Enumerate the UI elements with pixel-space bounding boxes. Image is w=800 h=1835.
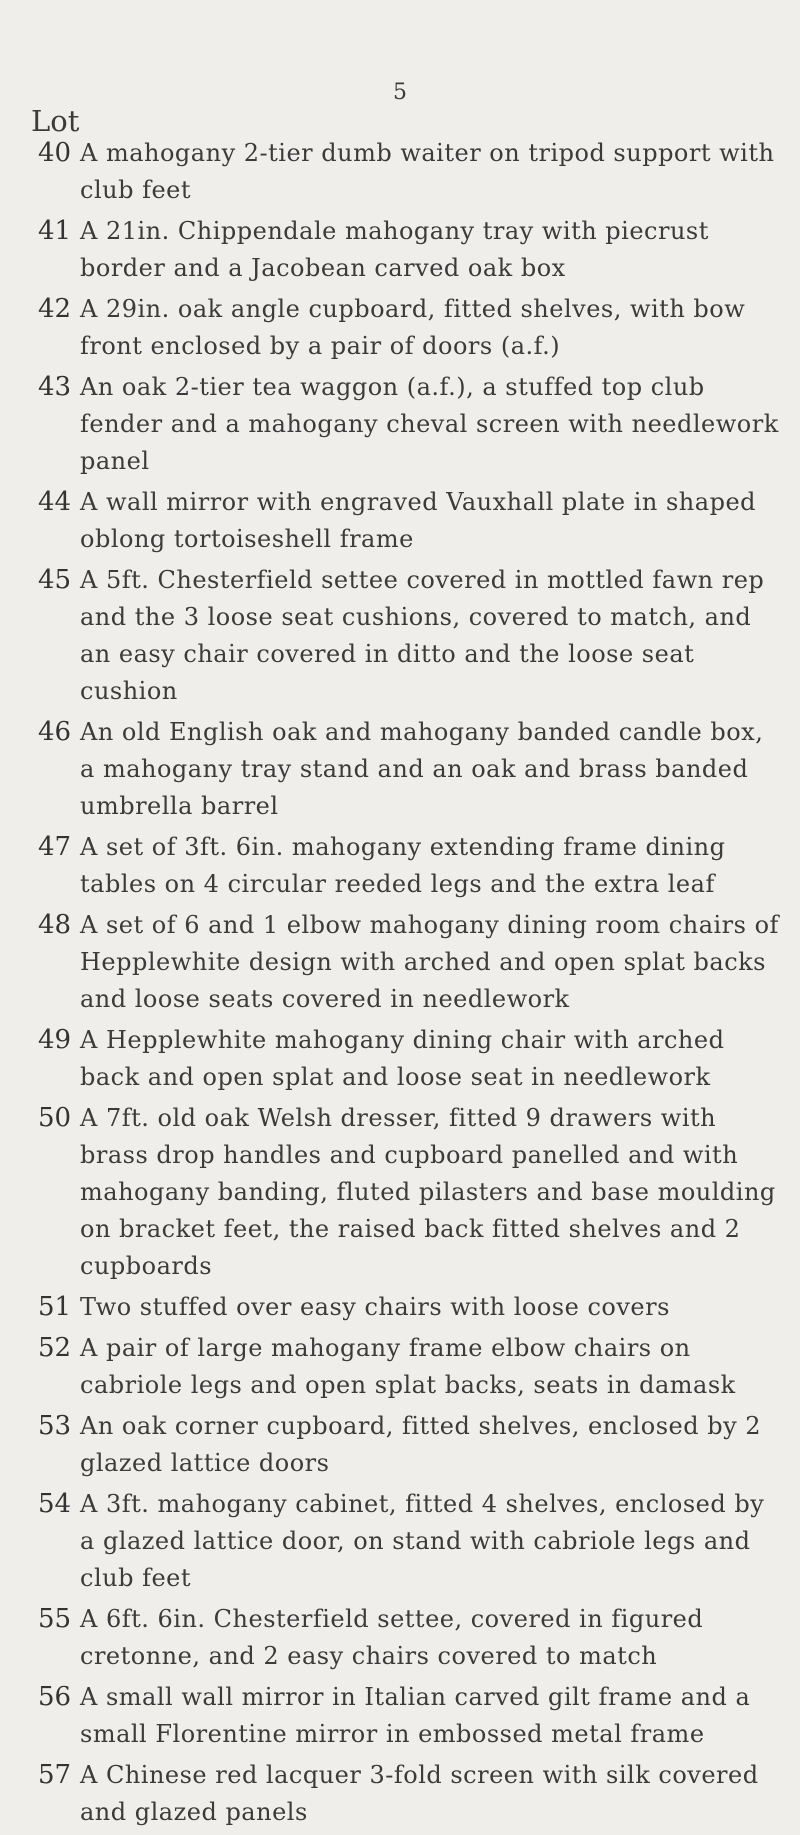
lot-description: A 7ft. old oak Welsh dresser, fitted 9 drawers with brass drop handles and cupboard panelled and with mahogany banding, fluted pilasters and base moulding on bracket feet, the raised back fitted shelves and 2 cupboards xyxy=(80,1104,776,1280)
lot-entry xyxy=(0,291,800,365)
lot-number: 55 xyxy=(38,1604,72,1634)
lot-description: Two stuffed over easy chairs with loose covers xyxy=(80,1293,670,1321)
lot-description: A 5ft. Chesterfield settee covered in mottled fawn rep and the 3 loose seat cushions, covered to match, and an easy chair covered in ditto and the loose seat cushion xyxy=(80,566,765,705)
lot-number: 56 xyxy=(38,1682,72,1712)
lot-entry xyxy=(0,213,800,287)
lot-entry xyxy=(0,135,800,209)
lot-number: 42 xyxy=(38,294,72,324)
lot-entry xyxy=(0,562,800,710)
lot-entry xyxy=(0,1486,800,1597)
lot-number: 41 xyxy=(38,216,72,246)
lot-description: A Chinese red lacquer 3-fold screen with silk covered and glazed panels xyxy=(80,1761,759,1826)
lot-entry xyxy=(0,1289,800,1326)
lot-entry xyxy=(0,369,800,480)
lot-number: 57 xyxy=(38,1760,72,1790)
lot-description: A set of 6 and 1 elbow mahogany dining room chairs of Hepplewhite design with arched and open splat backs and loose seats covered in needlework xyxy=(80,911,779,1013)
lot-entry xyxy=(0,1679,800,1753)
lot-number: 46 xyxy=(38,717,72,747)
lot-number: 49 xyxy=(38,1025,72,1055)
lot-entry xyxy=(0,1601,800,1675)
lot-entry xyxy=(0,1408,800,1482)
lot-entry xyxy=(0,1757,800,1831)
lot-description: An old English oak and mahogany banded candle box, a mahogany tray stand and an oak and brass banded umbrella barrel xyxy=(80,718,764,820)
lot-description: A 3ft. mahogany cabinet, fitted 4 shelves, enclosed by a glazed lattice door, on stand with cabriole legs and club feet xyxy=(80,1490,765,1592)
lot-number: 48 xyxy=(38,910,72,940)
lot-entry xyxy=(0,907,800,1018)
lot-description: A 21in. Chippendale mahogany tray with piecrust border and a Jacobean carved oak box xyxy=(80,217,709,282)
lot-description: A small wall mirror in Italian carved gilt frame and a small Florentine mirror in embossed metal frame xyxy=(80,1683,751,1748)
lot-description: An oak corner cupboard, fitted shelves, enclosed by 2 glazed lattice doors xyxy=(80,1412,762,1477)
page-number: 5 xyxy=(393,80,408,105)
lot-description: An oak 2-tier tea waggon (a.f.), a stuffed top club fender and a mahogany cheval screen with needlework panel xyxy=(80,373,779,475)
lot-number: 51 xyxy=(38,1292,72,1322)
lot-number: 45 xyxy=(38,565,72,595)
lot-description: A mahogany 2-tier dumb waiter on tripod support with club feet xyxy=(80,139,775,204)
lot-number: 52 xyxy=(38,1333,72,1363)
lot-entry xyxy=(0,1100,800,1285)
lot-description: A pair of large mahogany frame elbow chairs on cabriole legs and open splat backs, seats in damask xyxy=(80,1334,736,1399)
lot-entry xyxy=(0,484,800,558)
lot-description: A 6ft. 6in. Chesterfield settee, covered in figured cretonne, and 2 easy chairs covered to match xyxy=(80,1605,704,1670)
lot-number: 54 xyxy=(38,1489,72,1519)
lot-description: A set of 3ft. 6in. mahogany extending frame dining tables on 4 circular reeded legs and the extra leaf xyxy=(80,833,726,898)
lot-number: 53 xyxy=(38,1411,72,1441)
lot-description: A 29in. oak angle cupboard, fitted shelves, with bow front enclosed by a pair of doors (a.f.) xyxy=(80,295,746,360)
lot-entry xyxy=(0,829,800,903)
lot-entry xyxy=(0,1022,800,1096)
lot-column-header: Lot xyxy=(31,104,80,138)
lot-description: A wall mirror with engraved Vauxhall plate in shaped oblong tortoiseshell frame xyxy=(80,488,757,553)
lot-entry xyxy=(0,1330,800,1404)
lot-number: 47 xyxy=(38,832,72,862)
lot-description: A Hepplewhite mahogany dining chair with arched back and open splat and loose seat in needlework xyxy=(80,1026,725,1091)
lot-number: 40 xyxy=(38,138,72,168)
lot-number: 44 xyxy=(38,487,72,517)
lot-list xyxy=(0,135,800,1835)
lot-number: 43 xyxy=(38,372,72,402)
lot-entry xyxy=(0,714,800,825)
lot-number: 50 xyxy=(38,1103,72,1133)
